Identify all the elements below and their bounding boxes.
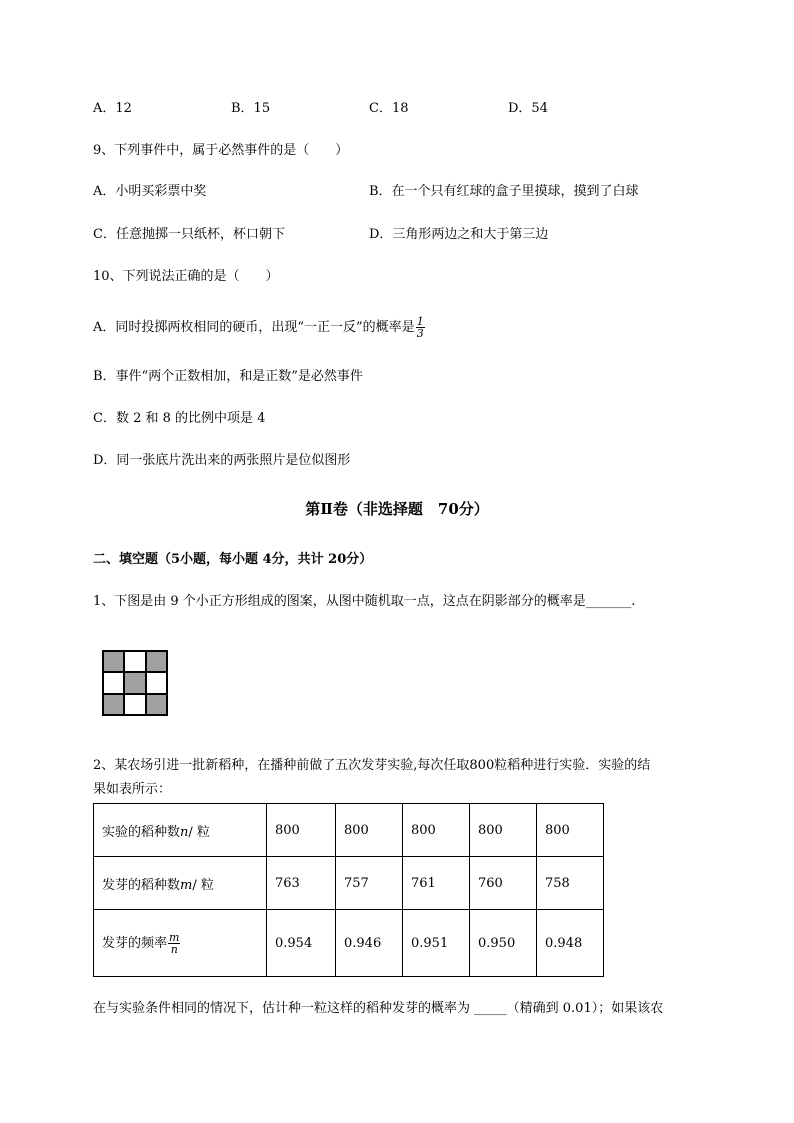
row-header-text: 发芽的稻种数 bbox=[102, 877, 181, 893]
grid-cell-blank bbox=[124, 651, 145, 672]
q10-stem: 10、下列说法正确的是（ ） bbox=[93, 269, 279, 284]
part-2-title: 第Ⅱ卷（非选择题 70分） bbox=[305, 500, 489, 518]
table-cell: 758 bbox=[537, 857, 604, 910]
q10-option-a-text: A．同时投掷两枚相同的硬币，出现“一正一反”的概率是 bbox=[93, 320, 415, 335]
q10-option-a bbox=[93, 316, 425, 339]
variable-m: m bbox=[180, 877, 193, 893]
q9-stem: 9、下列事件中，属于必然事件的是（ ） bbox=[93, 143, 349, 158]
grid-cell-blank bbox=[124, 694, 145, 715]
row-header-text: 发芽的频率 bbox=[102, 935, 168, 951]
table-cell: 760 bbox=[470, 857, 537, 910]
section-2-title: 二、填空题（5小题，每小题 4分，共计 20分） bbox=[93, 552, 373, 567]
table-cell: 800 bbox=[470, 804, 537, 857]
grid-cell-shaded bbox=[146, 651, 167, 672]
fill1-stem: 1、下图是由 9 个小正方形组成的图案，从图中随机取一点，这点在阴影部分的概率是_______. bbox=[93, 594, 636, 609]
q9-option-b: B．在一个只有红球的盒子里摸球，摸到了白球 bbox=[369, 184, 639, 199]
germination-table bbox=[93, 803, 604, 977]
fill2-stem-line1: 2、某农场引进一批新稻种，在播种前做了五次发芽实验,每次任取800粒稻种进行实验．实验的结 bbox=[93, 758, 651, 773]
q8-option-a: A．12 bbox=[93, 101, 132, 116]
table-cell: 757 bbox=[336, 857, 403, 910]
variable-n: n bbox=[180, 824, 189, 840]
q10-option-d: D．同一张底片洗出来的两张照片是位似图形 bbox=[93, 453, 351, 468]
table-row bbox=[94, 857, 604, 910]
row-header-unit: / 粒 bbox=[192, 877, 214, 893]
table-cell: 761 bbox=[403, 857, 470, 910]
q8-option-c: C．18 bbox=[369, 101, 409, 116]
table-row bbox=[94, 910, 604, 977]
row-header-frequency bbox=[94, 910, 267, 977]
table-cell: 763 bbox=[267, 857, 336, 910]
grid-cell-shaded bbox=[103, 694, 124, 715]
grid-cell-blank bbox=[103, 672, 124, 693]
row-header-seeds bbox=[94, 804, 267, 857]
table-cell: 800 bbox=[267, 804, 336, 857]
table-cell: 0.954 bbox=[267, 910, 336, 977]
q10-option-a-fraction bbox=[416, 316, 425, 339]
grid-cell-shaded bbox=[124, 672, 145, 693]
table-cell: 0.946 bbox=[336, 910, 403, 977]
table-cell: 0.948 bbox=[537, 910, 604, 977]
grid-cell-shaded bbox=[146, 694, 167, 715]
q9-option-d: D．三角形两边之和大于第三边 bbox=[369, 227, 549, 242]
q8-option-d: D．54 bbox=[508, 101, 548, 116]
row-header-germinated bbox=[94, 857, 267, 910]
q9-option-c: C．任意抛掷一只纸杯，杯口朝下 bbox=[93, 227, 285, 242]
grid-cell-blank bbox=[146, 672, 167, 693]
q8-option-b: B．15 bbox=[231, 101, 271, 116]
table-cell: 0.951 bbox=[403, 910, 470, 977]
fill2-stem-line2: 果如表所示： bbox=[93, 782, 172, 797]
q10-option-c: C．数 2 和 8 的比例中项是 4 bbox=[93, 411, 266, 426]
fraction-numerator: m bbox=[169, 930, 180, 944]
table-cell: 0.950 bbox=[470, 910, 537, 977]
row-header-unit: / 粒 bbox=[188, 824, 210, 840]
shaded-grid-figure bbox=[102, 650, 168, 716]
grid-cell-shaded bbox=[103, 651, 124, 672]
frequency-fraction bbox=[168, 932, 180, 955]
fill2-tail: 在与实验条件相同的情况下，估计种一粒这样的稻种发芽的概率为 _____（精确到 0.01）；如果该农 bbox=[93, 1001, 664, 1016]
fraction-denominator: n bbox=[170, 942, 178, 956]
table-cell: 800 bbox=[403, 804, 470, 857]
table-cell: 800 bbox=[336, 804, 403, 857]
q9-option-a: A．小明买彩票中奖 bbox=[93, 184, 207, 199]
fraction-numerator: 1 bbox=[416, 315, 424, 328]
table-cell: 800 bbox=[537, 804, 604, 857]
q10-option-b: B．事件“两个正数相加，和是正数”是必然事件 bbox=[93, 369, 363, 384]
table-row bbox=[94, 804, 604, 857]
fraction-denominator: 3 bbox=[416, 327, 424, 340]
row-header-text: 实验的稻种数 bbox=[102, 824, 181, 840]
